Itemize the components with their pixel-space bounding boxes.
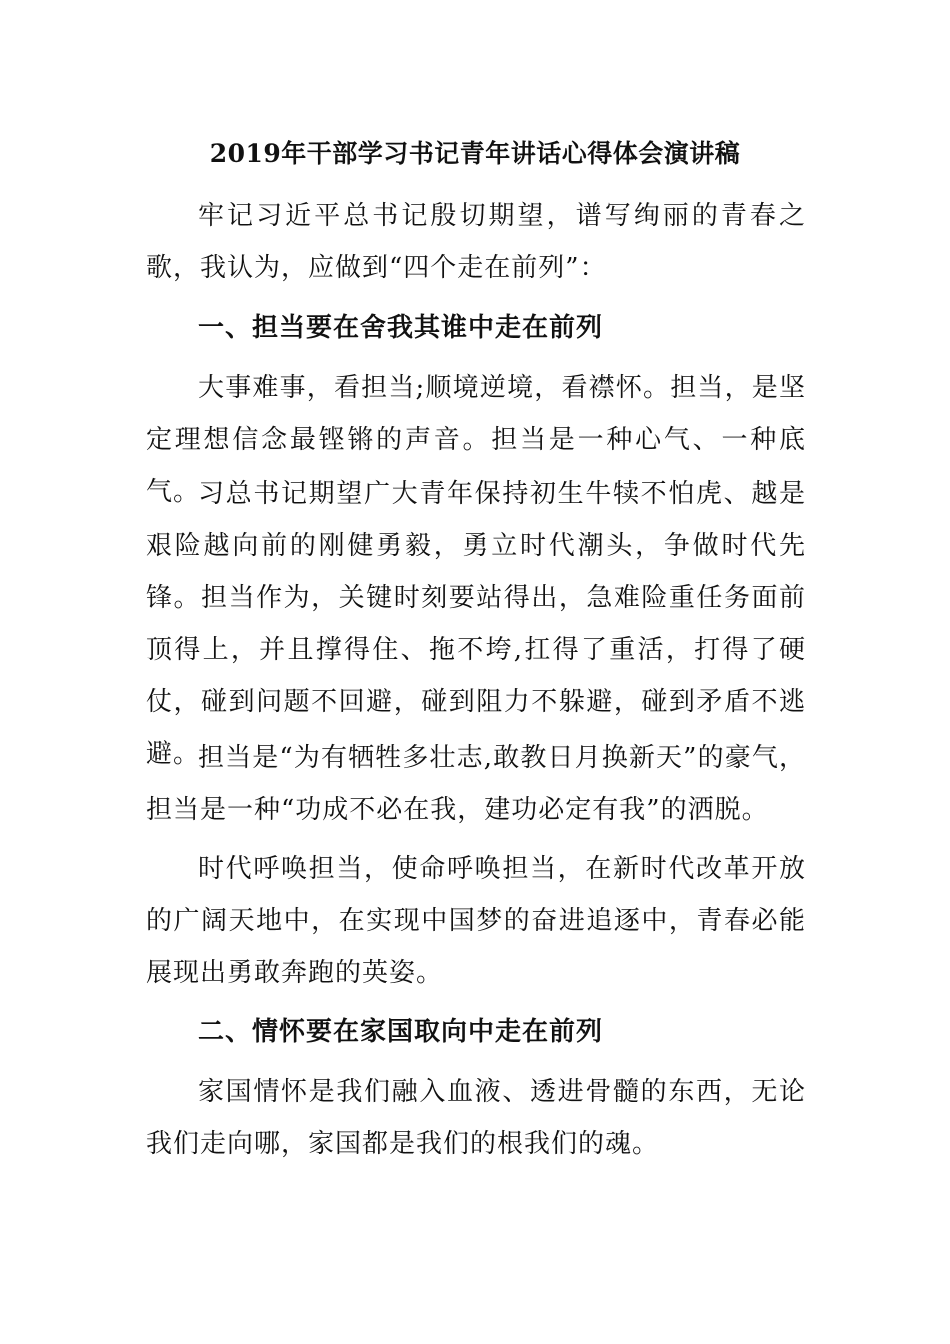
section1-paragraph-1: 大事难事，看担当;顺境逆境，看襟怀。担当，是坚定理想信念最铿锵的声音。担当是一种心气、一种底气。 (146, 373, 806, 507)
section1-paragraph-4: 时代呼唤担当，使命呼唤担当，在新时代改革开放的广阔天地中，在实现中国梦的奋进追逐中，青春必能展现出勇敢奔跑的英姿。 (146, 854, 806, 988)
section1-paragraph-3: 担当是“为有牺牲多壮志,敢教日月换新天”的豪气，担当是一种“功成不必在我，建功必定有我”的洒脱。 (146, 743, 806, 825)
section2-paragraph-1: 家国情怀是我们融入血液、透进骨髓的东西，无论我们走向哪，家国都是我们的根我们的魂。 (146, 1077, 806, 1159)
document-title: 2019年干部学习书记青年讲话心得体会演讲稿 (209, 139, 741, 168)
section-heading-1: 一、担当要在舍我其谁中走在前列 (198, 313, 604, 343)
section-heading-2: 二、情怀要在家国取向中走在前列 (198, 1017, 604, 1047)
intro-paragraph: 牢记习近平总书记殷切期望，谱写绚丽的青春之歌，我认为，应做到“四个走在前列”： (146, 201, 806, 283)
section1-paragraph-2: 习总书记期望广大青年保持初生牛犊不怕虎、越是艰险越向前的刚健勇毅，勇立时代潮头，争做时代先锋。担当作为，关键时刻要站得出，急难险重任务面前顶得上，并且撑得住、拖不垮,扛得了重活，打得了硬仗，碰到问题不回避，碰到阻力不躲避，碰到矛盾不逃避。 (146, 479, 806, 769)
